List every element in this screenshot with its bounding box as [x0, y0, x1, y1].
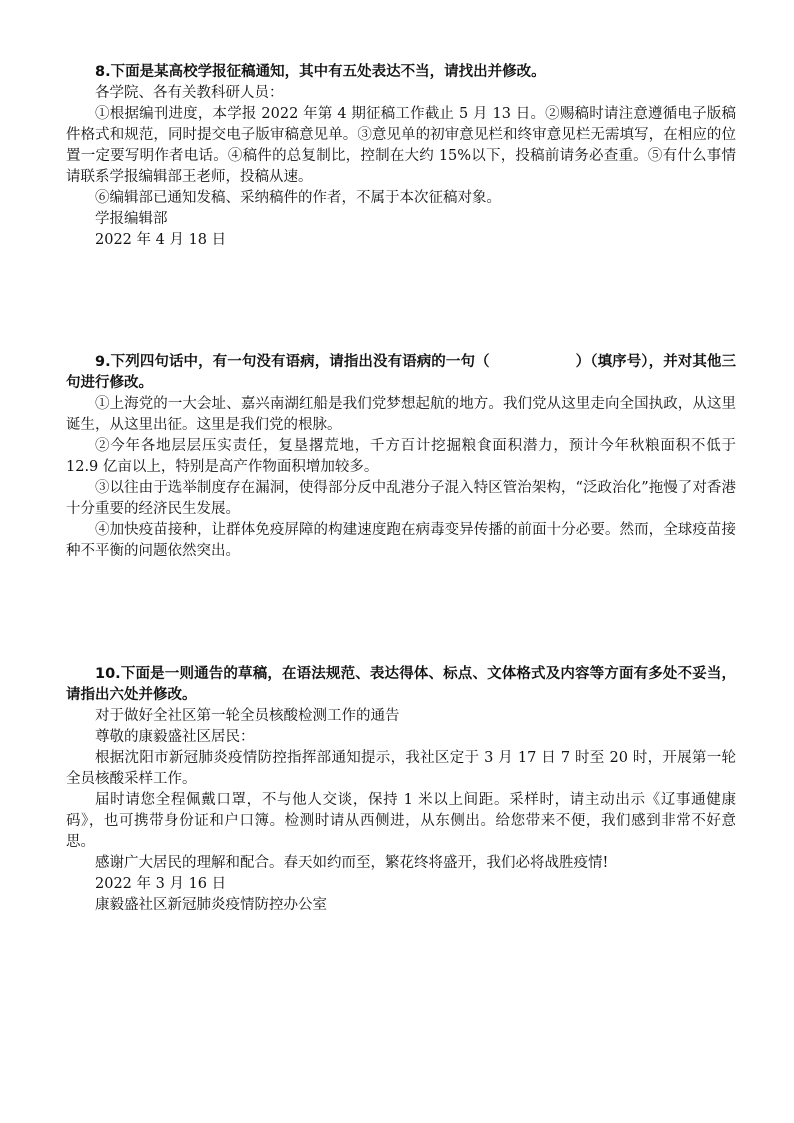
question-9-title — [66, 352, 736, 394]
announcement-salutation: 尊敬的康毅盛社区居民： — [95, 729, 255, 745]
question-10 — [66, 664, 736, 916]
notice-salutation: 各学院、各有关教科研人员： — [95, 85, 284, 101]
notice-date: 2022 年 4 月 18 日 — [95, 232, 227, 248]
announcement-title: 对于做好全社区第一轮全员核酸检测工作的通告 — [95, 708, 400, 724]
announcement-paragraph-3: 感谢广大居民的理解和配合。春天如约而至，繁花终将盛开，我们必将战胜疫情! — [95, 855, 609, 871]
question-8-title: 8.下面是某高校学报征稿通知，其中有五处表达不当，请找出并修改。 — [95, 64, 546, 80]
question-10-title: 10.下面是一则通告的草稿，在语法规范、表达得体、标点、文体格式及内容等方面有多处不妥当，请指出六处并修改。 — [66, 666, 736, 703]
sentence-1: ①上海党的一大会址、嘉兴南湖红船是我们党梦想起航的地方。我们党从这里走向全国执政，从这里诞生，从这里出征。这里是我们党的根脉。 — [66, 396, 736, 433]
announcement-signature: 康毅盛社区新冠肺炎疫情防控办公室 — [95, 897, 327, 913]
announcement-date: 2022 年 3 月 16 日 — [95, 876, 227, 892]
announcement-paragraph-2: 届时请您全程佩戴口罩，不与他人交谈，保持 1 米以上间距。采样时，请主动出示《辽事通健康码》，也可携带身份证和户口簿。检测时请从西侧进，从东侧出。给您带来不便，我们感到非常不好意思。 — [66, 792, 736, 850]
question-8 — [66, 62, 736, 251]
notice-body-6: ⑥编辑部已通知发稿、采纳稿件的作者，不属于本次征稿对象。 — [95, 190, 501, 206]
sentence-2: ②今年各地层层压实责任，复垦撂荒地，千方百计挖掘粮食面积潜力，预计今年秋粮面积不低于 12.9 亿亩以上，特别是高产作物面积增加较多。 — [66, 438, 736, 475]
question-9-title-part-b: ）（填序号），并对其他三句进行修改。 — [66, 354, 736, 391]
notice-body: ①根据编刊进度，本学报 2022 年第 4 期征稿工作截止 5 月 13 日。②赐稿时请注意遵循电子版稿件格式和规范，同时提交电子版审稿意见单。③意见单的初审意见栏和终审意见栏无需填写，在相应的位置一定要写明作者电话。④稿件的总复制比，控制在大约 15%以下，投稿前请务必查重。⑤有什么事情请联系学报编辑部王老师，投稿从速。 — [66, 106, 736, 185]
sentence-4: ④加快疫苗接种，让群体免疫屏障的构建速度跑在病毒变异传播的前面十分必要。然而，全球疫苗接种不平衡的问题依然突出。 — [66, 522, 736, 559]
question-9-title-part-a: 9.下列四句话中，有一句没有语病，请指出没有语病的一句（ — [95, 354, 490, 370]
announcement-paragraph-1: 根据沈阳市新冠肺炎疫情防控指挥部通知提示，我社区定于 3 月 17 日 7 时至 20 时，开展第一轮全员核酸采样工作。 — [66, 750, 736, 787]
question-9 — [66, 352, 736, 562]
sentence-3: ③以往由于选举制度存在漏洞，使得部分反中乱港分子混入特区管治架构，“泛政治化”拖慢了对香港十分重要的经济民生发展。 — [66, 480, 736, 517]
notice-signature: 学报编辑部 — [95, 211, 168, 227]
